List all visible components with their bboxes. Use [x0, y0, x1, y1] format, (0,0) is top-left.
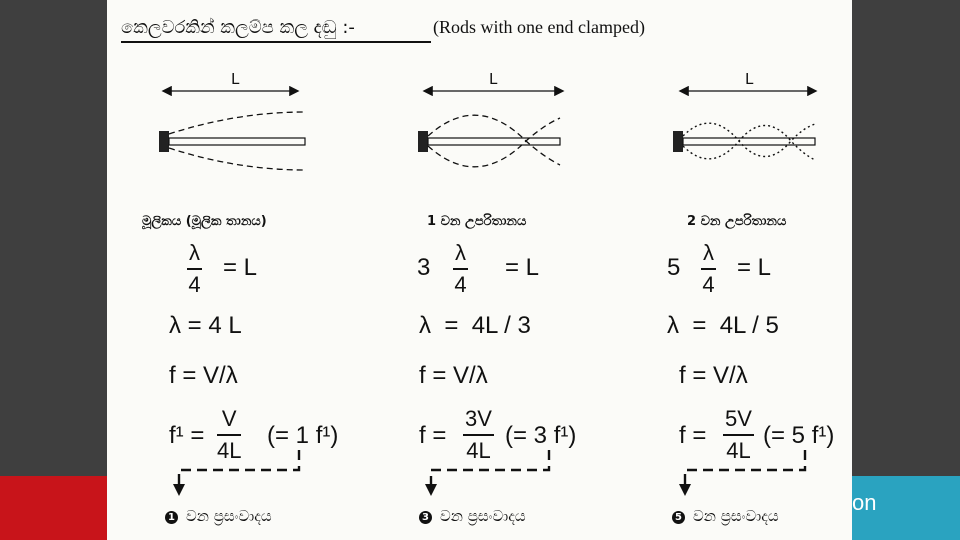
page-title-text: කෙලවරකින් කලම්ප කල දඬු — [121, 17, 337, 38]
frequency-equation: f = V/λ — [419, 362, 488, 389]
wavelength-equation: λ = 4L / 3 — [419, 312, 531, 339]
coefficient: 5 — [667, 254, 681, 281]
harmonic-number-badge: 5 — [672, 511, 685, 524]
harmonic-number-badge: 1 — [165, 511, 178, 524]
wavelength-equation: λ = 4L / 5 — [667, 312, 779, 339]
page-subtitle: (Rods with one end clamped) — [433, 17, 645, 37]
harmonic-label: 5 වන ප්‍රසංවාදය — [672, 507, 779, 525]
clamp-block — [159, 131, 169, 152]
frequency-note: (= 5 f¹) — [763, 422, 835, 449]
caption-second-overtone: 2 වන උපරිතානය — [687, 214, 787, 229]
vibration-envelope — [169, 148, 305, 170]
frequency-fraction: 5V 4L — [725, 406, 752, 463]
scanned-page — [107, 0, 852, 540]
length-label: L — [489, 70, 498, 88]
vibration-envelope — [428, 115, 560, 141]
frequency-equation: f = V/λ — [679, 362, 748, 389]
rod — [169, 138, 305, 145]
equation-rhs: = L — [223, 254, 258, 281]
harmonic-label: 3 වන ප්‍රසංවාදය — [419, 507, 526, 525]
frequency-lhs: f¹ = — [169, 422, 205, 449]
length-label: L — [231, 70, 240, 88]
rod-diagram-first-overtone — [418, 91, 562, 167]
clamp-block — [418, 131, 428, 152]
coefficient: 3 — [417, 254, 431, 281]
frequency-equation: f = V/λ — [169, 362, 238, 389]
harmonic-label: 1 වන ප්‍රසංවාදය — [165, 507, 272, 525]
frequency-lhs: f = — [679, 422, 707, 449]
rod — [683, 138, 815, 145]
slide-left-frame — [0, 0, 107, 540]
lambda-over-4: λ 4 — [454, 240, 467, 297]
slide-right-frame — [852, 0, 960, 540]
frequency-lhs: f = — [419, 422, 447, 449]
wavelength-equation: λ = 4 L — [169, 312, 242, 339]
vibration-envelope — [683, 141, 815, 160]
rod-diagram-second-overtone — [673, 91, 815, 160]
frequency-fraction: V 4L — [217, 406, 242, 463]
lambda-over-4: λ 4 — [188, 240, 201, 297]
caption-fundamental: මූලිකය (මූලික තානය) — [142, 214, 267, 229]
equation-rhs: = L — [505, 254, 540, 281]
clamp-block — [673, 131, 683, 152]
vibration-envelope — [169, 112, 305, 134]
rod — [428, 138, 560, 145]
frequency-note: (= 3 f¹) — [505, 422, 577, 449]
rod-diagram-fundamental — [159, 91, 305, 170]
accent-band-red — [0, 476, 108, 540]
page-title-separator: :- — [342, 17, 355, 38]
equation-rhs: = L — [737, 254, 772, 281]
caption-first-overtone: 1 වන උපරිතානය — [427, 214, 527, 229]
frequency-fraction: 3V 4L — [465, 406, 492, 463]
accent-band-text: on — [852, 490, 877, 515]
frequency-note: (= 1 f¹) — [267, 422, 339, 449]
length-label: L — [745, 70, 754, 88]
lambda-over-4: λ 4 — [702, 240, 715, 297]
harmonic-number-badge: 3 — [419, 511, 432, 524]
